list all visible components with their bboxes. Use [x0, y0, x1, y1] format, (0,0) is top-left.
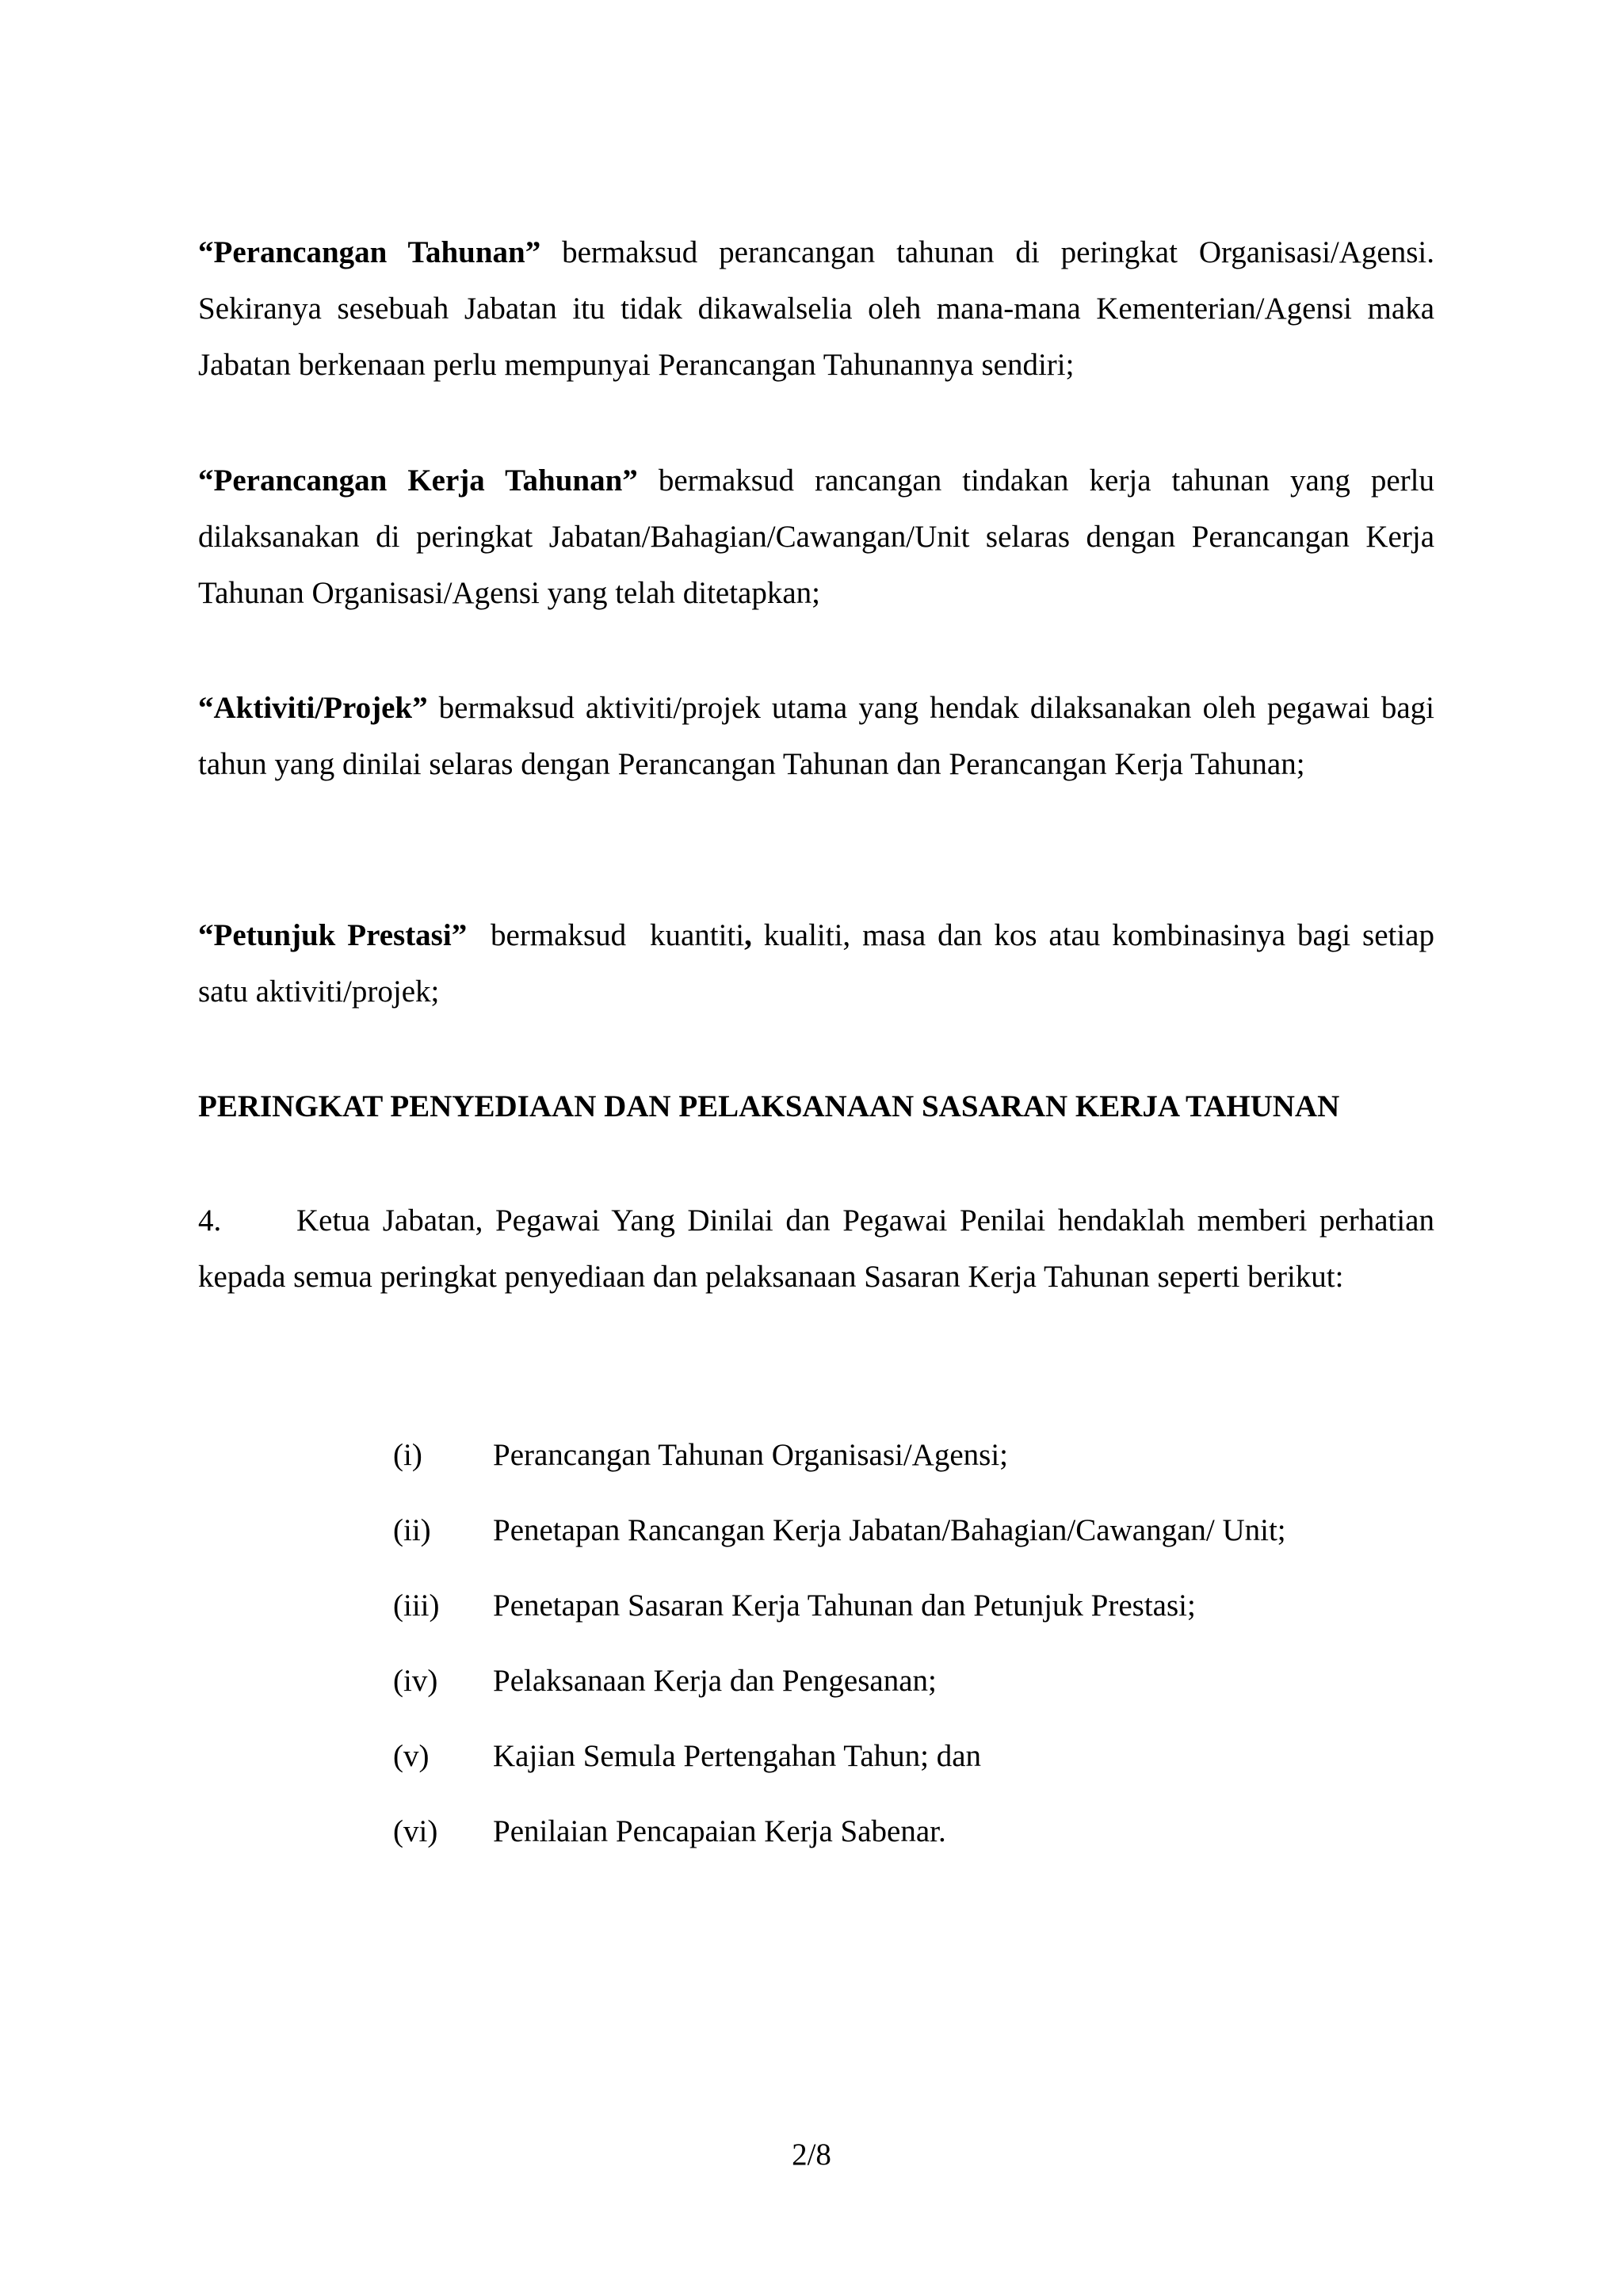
list-text: Penetapan Sasaran Kerja Tahunan dan Petunjuk Prestasi; — [493, 1589, 1196, 1623]
definition-text: kualiti, masa dan kos atau kombinasinya bagi setiap satu aktiviti/projek; — [198, 918, 1434, 1009]
definition-text: bermaksud aktiviti/projek utama yang hendak dilaksanakan oleh pegawai bagi tahun yang dinilai selaras dengan Perancangan Tahunan dan Perancangan Kerja Tahunan; — [198, 691, 1434, 781]
list-text: Pelaksanaan Kerja dan Pengesanan; — [493, 1664, 937, 1698]
definition-text: bermaksud rancangan tindakan kerja tahunan yang perlu dilaksanakan di peringkat Jabatan/Bahagian/Cawangan/Unit selaras dengan Perancangan Kerja Tahunan Organisasi/Agensi yang telah ditetapkan; — [198, 463, 1434, 610]
definition-comma: , — [744, 918, 752, 952]
list-numeral: (iv) — [393, 1664, 438, 1698]
list-item — [393, 1436, 1286, 1475]
list-item — [393, 1511, 1286, 1550]
list-numeral: (i) — [393, 1438, 422, 1472]
list-numeral: (v) — [393, 1739, 430, 1773]
definition-perancangan-kerja-tahunan — [198, 452, 1434, 621]
page-number: 2/8 — [792, 2138, 831, 2172]
list-text: Kajian Semula Pertengahan Tahun; dan — [493, 1739, 982, 1773]
list-item — [393, 1812, 1286, 1852]
paragraph-text: Ketua Jabatan, Pegawai Yang Dinilai dan Pegawai Penilai hendaklah memberi perhatian kepada semua peringkat penyediaan dan pelaksanaan Sasaran Kerja Tahunan seperti berikut: — [198, 1203, 1434, 1294]
paragraph-4 — [198, 1192, 1434, 1305]
definition-term: “Petunjuk Prestasi” — [198, 918, 468, 952]
stages-list — [393, 1436, 1286, 1887]
list-numeral: (ii) — [393, 1513, 431, 1547]
list-text: Perancangan Tahunan Organisasi/Agensi; — [493, 1438, 1008, 1472]
definition-aktiviti-projek — [198, 680, 1434, 792]
list-item — [393, 1737, 1286, 1776]
definition-perancangan-tahunan — [198, 224, 1434, 393]
list-numeral: (iii) — [393, 1589, 440, 1623]
definition-text: bermaksud kuantiti — [467, 918, 745, 952]
section-heading: PERINGKAT PENYEDIAAN DAN PELAKSANAAN SASARAN KERJA TAHUNAN — [198, 1089, 1340, 1123]
list-numeral: (vi) — [393, 1814, 438, 1848]
list-item — [393, 1586, 1286, 1626]
list-text: Penetapan Rancangan Kerja Jabatan/Bahagian/Cawangan/ Unit; — [493, 1513, 1286, 1547]
definition-petunjuk-prestasi — [198, 907, 1434, 1020]
paragraph-number: 4. — [198, 1203, 222, 1238]
definition-term: “Aktiviti/Projek” — [198, 691, 428, 725]
definition-text: bermaksud perancangan tahunan di peringkat Organisasi/Agensi. Sekiranya sesebuah Jabatan itu tidak dikawalselia oleh mana-mana Kementerian/Agensi maka Jabatan berkenaan perlu mempunyai Perancangan Tahunannya sendiri; — [198, 235, 1434, 382]
list-text: Penilaian Pencapaian Kerja Sabenar. — [493, 1814, 946, 1848]
definition-term: “Perancangan Tahunan” — [198, 235, 541, 269]
list-item — [393, 1661, 1286, 1701]
definition-term: “Perancangan Kerja Tahunan” — [198, 463, 638, 498]
